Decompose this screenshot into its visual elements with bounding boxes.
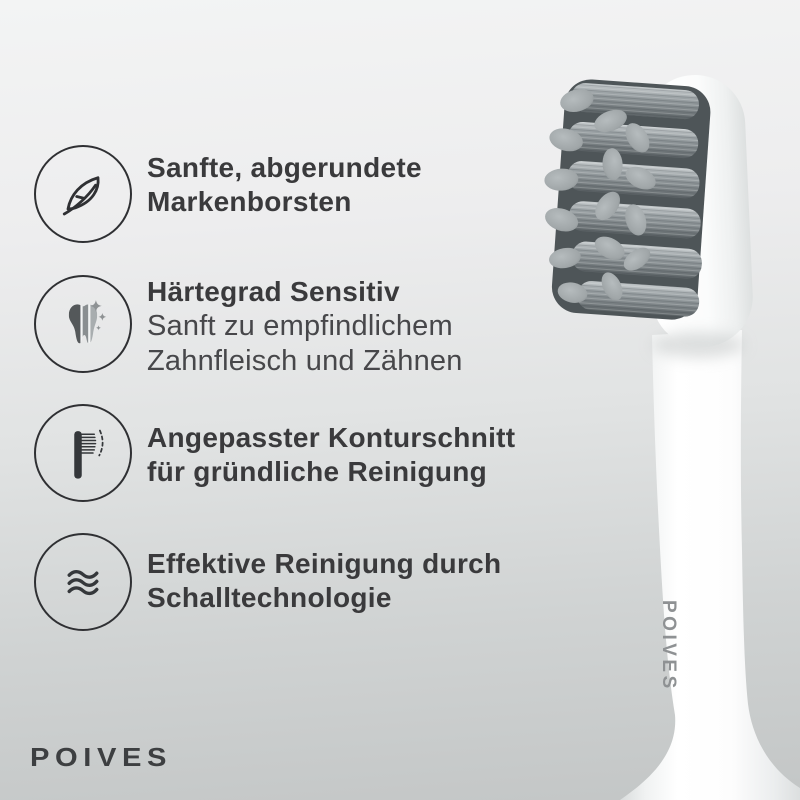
feature-title-line: für gründliche Reinigung [147, 456, 488, 487]
feature-text [147, 145, 422, 219]
feature-icon-circle [34, 533, 132, 631]
toothbrush-contour-icon [53, 423, 113, 483]
feature-sensitive [34, 275, 463, 379]
feature-title-line: Effektive Reinigung durch [147, 548, 502, 579]
sound-waves-icon [53, 552, 113, 612]
feature-sonic-technology [34, 533, 501, 631]
handle-brand-text: POIVES [658, 600, 679, 692]
feature-text [147, 275, 463, 379]
sparkling-tooth-icon [52, 293, 114, 355]
feature-icon-circle [34, 404, 132, 502]
feature-subtitle-line: Sanft zu empfindlichem [147, 310, 453, 342]
feature-text [147, 404, 515, 489]
feather-icon [53, 164, 113, 224]
brush-neck [620, 330, 800, 800]
feature-title-line: Angepasster Konturschnitt [147, 422, 516, 453]
feature-title-line: Schalltechnologie [147, 582, 392, 613]
feature-contour-cut [34, 404, 515, 502]
feature-title-line: Härtegrad Sensitiv [147, 276, 400, 307]
bristle-block [534, 77, 714, 322]
feature-subtitle-line: Zahnfleisch und Zähnen [147, 345, 463, 377]
feature-text [147, 533, 501, 615]
feature-icon-circle [34, 275, 132, 373]
feature-title-line: Sanfte, abgerundete [147, 152, 422, 183]
brand-logo: POIVES [30, 742, 173, 772]
feature-soft-bristles [34, 145, 422, 243]
feature-icon-circle [34, 145, 132, 243]
toothbrush-photo [500, 0, 800, 800]
feature-title-line: Markenborsten [147, 186, 352, 217]
head-neck-shadow [652, 332, 744, 358]
